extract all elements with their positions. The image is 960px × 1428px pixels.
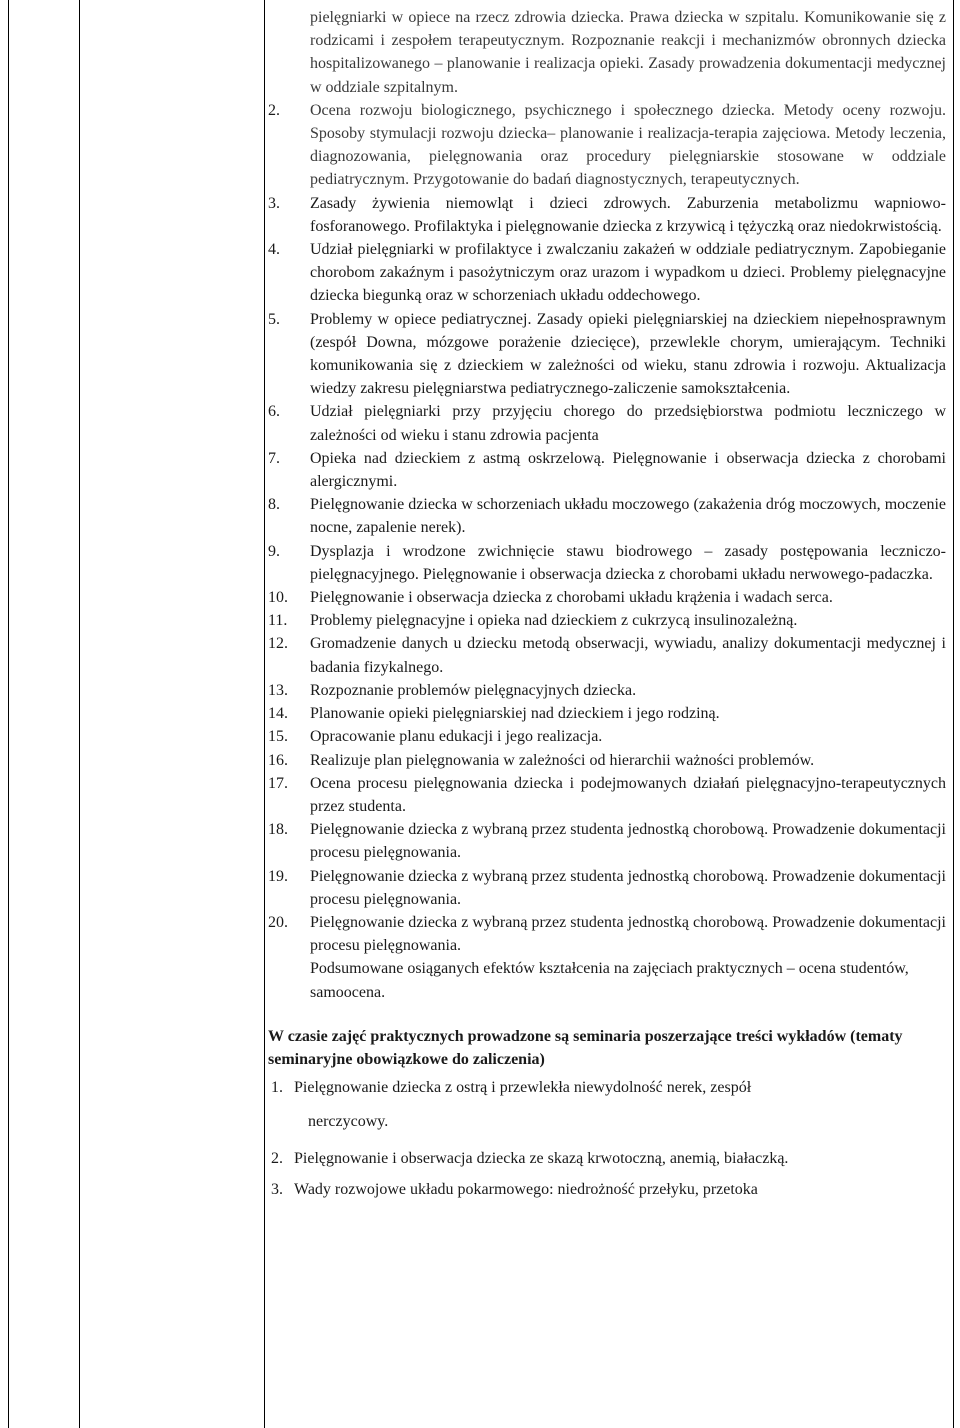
item-text: Ocena rozwoju biologicznego, psychicznego i społecznego dziecka. Metody oceny rozwoju. Sposoby stymulacji rozwoju dziecka– planowanie i realizacja-terapia zajęciowa. Metody leczenia, diagnozowania, pielęgnowania oraz procedury pielęgniarskie stosowane w oddziale pediatrycznym. Przygotowanie do badań diagnostycznych, terapeutycznych. (310, 101, 946, 189)
item-text: Pielęgnowanie i obserwacja dziecka z chorobami układu krążenia i wadach serca. (310, 589, 833, 607)
item-number: 8. (268, 496, 280, 514)
item-text: Opieka nad dzieckiem z astmą oskrzelową. Pielęgnowanie i obserwacja dziecka z chorobami alergicznymi. (310, 449, 946, 491)
item-text: Udział pielęgniarki przy przyjęciu chorego do przedsiębiorstwa podmiotu leczniczego w zależności od wieku i stanu zdrowia pacjenta (310, 403, 946, 444)
list-item (268, 865, 946, 911)
item-number: 7. (268, 449, 280, 467)
item-text: Dysplazja i wrodzone zwichnięcie stawu biodrowego – zasady postępowania leczniczo-pielęgnacyjnego. Pielęgnowanie i obserwacja dziecka z chorobami układu nerwowego-padaczka. (310, 542, 946, 583)
list-item (268, 192, 946, 238)
item-text: Problemy pielęgnacyjne i opieka nad dzieckiem z cukrzycą insulinozależną. (310, 612, 798, 630)
list-item (268, 609, 946, 632)
item-number: 3. (271, 1181, 283, 1199)
item-text: Planowanie opieki pielęgniarskiej nad dzieckiem i jego rodziną. (310, 705, 720, 723)
item-text: Zasady żywienia niemowląt i dzieci zdrowych. Zaburzenia metabolizmu wapniowo-fosforanowego. Profilaktyka i pielęgnowanie dziecka z krzywicą i tężyczką oraz niedokrwistością. (310, 194, 946, 235)
seminar-heading: W czasie zajęć praktycznych prowadzone są seminaria poszerzające treści wykładów (tematy seminaryjne obowiązkowe do zaliczenia) (268, 1027, 903, 1068)
item-number: 18. (268, 821, 288, 839)
seminar-list (268, 1071, 946, 1201)
item-text: Pielęgnowanie dziecka z wybraną przez studenta jednostką chorobową. Prowadzenie dokumentacji procesu pielęgnowania. (310, 821, 946, 862)
item-number: 2. (268, 101, 280, 119)
item-number: 11. (268, 612, 288, 630)
item-text: Opracowanie planu edukacji i jego realizacja. (310, 728, 603, 746)
item-text: Pielęgnowanie dziecka w schorzeniach układu moczowego (zakażenia dróg moczowych, moczenie nocne, zapalenie nerek). (310, 496, 946, 537)
list-item (268, 679, 946, 702)
list-item (268, 911, 946, 957)
list-item (268, 540, 946, 586)
list-item (268, 1147, 946, 1170)
item-text: Rozpoznanie problemów pielęgnacyjnych dziecka. (310, 681, 637, 699)
intro-paragraph: pielęgniarki w opiece na rzecz zdrowia dziecka. Prawa dziecka w szpitalu. Komunikowanie się z rodzicami i zespołem terapeutycznym. Rozpoznanie reakcji i mechanizmów obronnych dziecka hospitalizowanego – planowanie i realizacja opieki. Zasady prowadzenia dokumentacji medycznej w oddziale szpitalnym. (310, 9, 946, 96)
item-number: 9. (268, 542, 280, 560)
item-text: Pielęgnowanie i obserwacja dziecka ze skazą krwotoczną, anemią, białaczką. (294, 1150, 789, 1168)
list-item (268, 447, 946, 493)
item-text: Gromadzenie danych u dziecku metodą obserwacji, wywiadu, analizy dokumentacji medycznej i badania fizykalnego. (310, 635, 946, 676)
summary-paragraph: Podsumowane osiąganych efektów kształcenia na zajęciach praktycznych – ocena studentów, samoocena. (310, 960, 909, 1001)
table-column-empty-2 (80, 0, 265, 1428)
list-item (268, 238, 946, 308)
item-number: 20. (268, 913, 288, 931)
list-item (268, 702, 946, 725)
table-column-empty-1 (9, 0, 80, 1428)
item-number: 19. (268, 867, 288, 885)
item-number: 5. (268, 310, 280, 328)
item-text-continuation: nerczycowy. (308, 1113, 389, 1131)
list-item (268, 493, 946, 539)
list-item (268, 1178, 946, 1201)
topics-list (268, 99, 946, 958)
list-item (268, 1071, 946, 1139)
item-number: 3. (268, 194, 280, 212)
item-number: 14. (268, 705, 288, 723)
item-text: Pielęgnowanie dziecka z wybraną przez studenta jednostką chorobową. Prowadzenie dokumentacji procesu pielęgnowania. (310, 867, 946, 908)
item-number: 13. (268, 681, 288, 699)
item-number: 2. (271, 1150, 283, 1168)
list-item (268, 749, 946, 772)
list-item (268, 725, 946, 748)
item-number: 4. (268, 241, 280, 259)
list-item (268, 308, 946, 401)
list-item (268, 586, 946, 609)
item-text: Ocena procesu pielęgnowania dziecka i podejmowanych działań pielęgnacyjno-terapeutycznych przez studenta. (310, 774, 946, 815)
item-text: Pielęgnowanie dziecka z wybraną przez studenta jednostką chorobową. Prowadzenie dokumentacji procesu pielęgnowania. (310, 913, 946, 955)
item-number: 6. (268, 403, 280, 421)
item-text: Wady rozwojowe układu pokarmowego: niedrożność przełyku, przetoka (294, 1181, 758, 1199)
item-number: 15. (268, 728, 288, 746)
list-item (268, 772, 946, 818)
list-item (268, 400, 946, 446)
item-number: 12. (268, 635, 288, 653)
list-item (268, 632, 946, 678)
item-text: Problemy w opiece pediatrycznej. Zasady opieki pielęgniarskiej na dzieckiem niepełnosprawnym (zespół Downa, mózgowe porażenie dziecięce), przewlekle chorym, umierającym. Techniki komunikowania się z dzieckiem w zależności od wieku, stanu zdrowia i rozwoju. Aktualizacja wiedzy zakresu pielęgniarstwa pediatrycznego-zaliczenie samokształcenia. (310, 310, 946, 398)
item-text: Pielęgnowanie dziecka z ostrą i przewlekła niewydolność nerek, zespół (294, 1079, 752, 1097)
item-number: 10. (268, 589, 288, 607)
item-text: Udział pielęgniarki w profilaktyce i zwalczaniu zakażeń w oddziale pediatrycznym. Zapobieganie chorobom zakaźnym i pasożytniczym oraz urazom i wypadkom u dzieci. Problemy pielęgnacyjne dziecka biegunką oraz w schorzeniach układu oddechowego. (310, 241, 946, 305)
content-cell (268, 6, 946, 1202)
item-number: 1. (271, 1079, 283, 1097)
list-item (268, 818, 946, 864)
list-item (268, 99, 946, 192)
item-number: 17. (268, 774, 288, 792)
item-text: Realizuje plan pielęgnowania w zależności od hierarchii ważności problemów. (310, 751, 815, 769)
item-number: 16. (268, 751, 288, 769)
